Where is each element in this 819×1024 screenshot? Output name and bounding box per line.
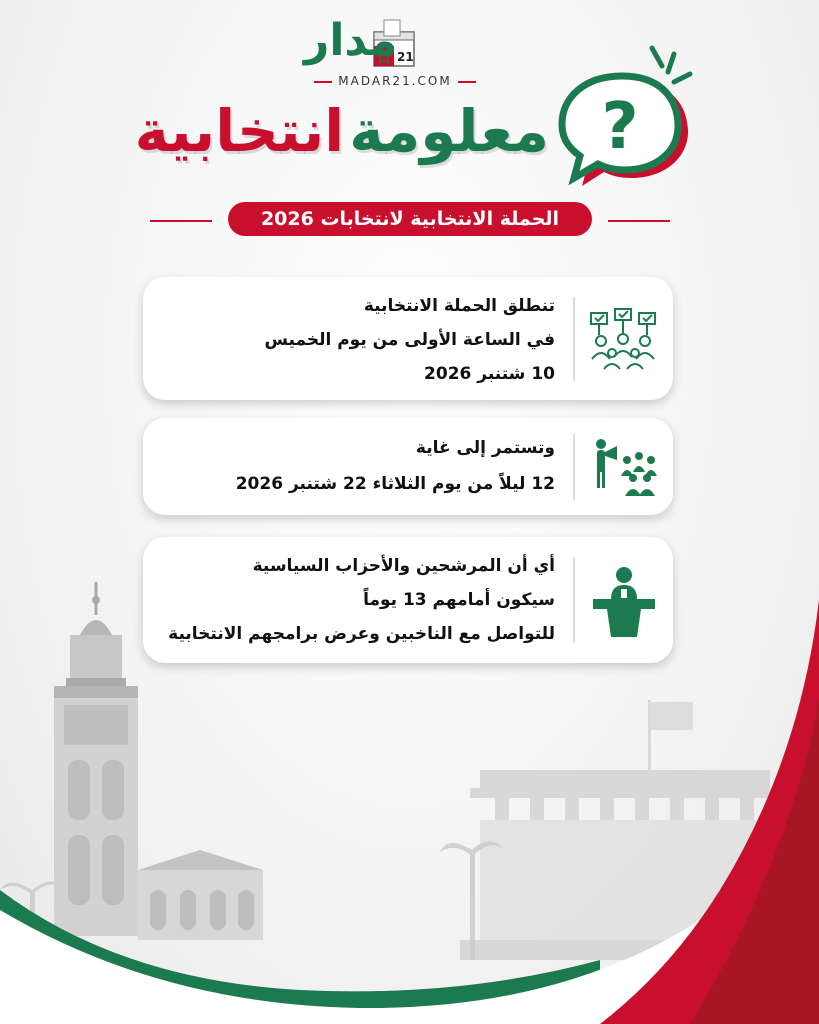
card-text <box>236 430 555 502</box>
info-card-end <box>143 418 673 515</box>
card-divider <box>573 434 575 500</box>
subtitle-pill: الحملة الانتخابية لانتخابات 2026 <box>228 202 592 236</box>
headline-word-green: معلومة <box>349 97 549 165</box>
card-text <box>264 289 555 391</box>
headline <box>135 86 549 176</box>
card-divider <box>573 297 575 381</box>
card-line: 12 ليلاً من يوم الثلاثاء 22 شتنبر 2026 <box>235 474 555 494</box>
card-line: في الساعة الأولى من يوم الخميس <box>264 330 555 350</box>
megaphone-crowd-icon <box>587 434 661 498</box>
brand-logo <box>300 14 490 88</box>
headline-word-red: انتخابية <box>134 97 345 165</box>
subtitle-line-right <box>608 220 670 222</box>
card-text <box>168 549 555 651</box>
speaker-podium-icon <box>587 565 661 637</box>
question-bubble-icon <box>552 40 702 190</box>
logo-text: مدار <box>304 15 398 66</box>
card-line: وتستمر إلى غاية <box>415 438 555 458</box>
card-line: تنطلق الحملة الانتخابية <box>363 296 555 316</box>
card-line: أي أن المرشحين والأحزاب السياسية <box>252 556 555 576</box>
subtitle-line-left <box>150 220 212 222</box>
crowd-voting-icon <box>587 307 661 373</box>
logo-badge: 21 <box>397 50 414 64</box>
info-card-start <box>143 277 673 400</box>
site-url: MADAR21.COM <box>300 74 490 88</box>
info-card-duration <box>143 537 673 663</box>
svg-text:?: ? <box>601 90 639 164</box>
card-line: سيكون أمامهم 13 يوماً <box>363 590 555 610</box>
card-line: 10 شتنبر 2026 <box>424 364 555 384</box>
card-divider <box>573 557 575 643</box>
card-line: للتواصل مع الناخبين وعرض برامجهم الانتخابية <box>168 624 555 644</box>
subtitle-bar <box>150 200 670 240</box>
